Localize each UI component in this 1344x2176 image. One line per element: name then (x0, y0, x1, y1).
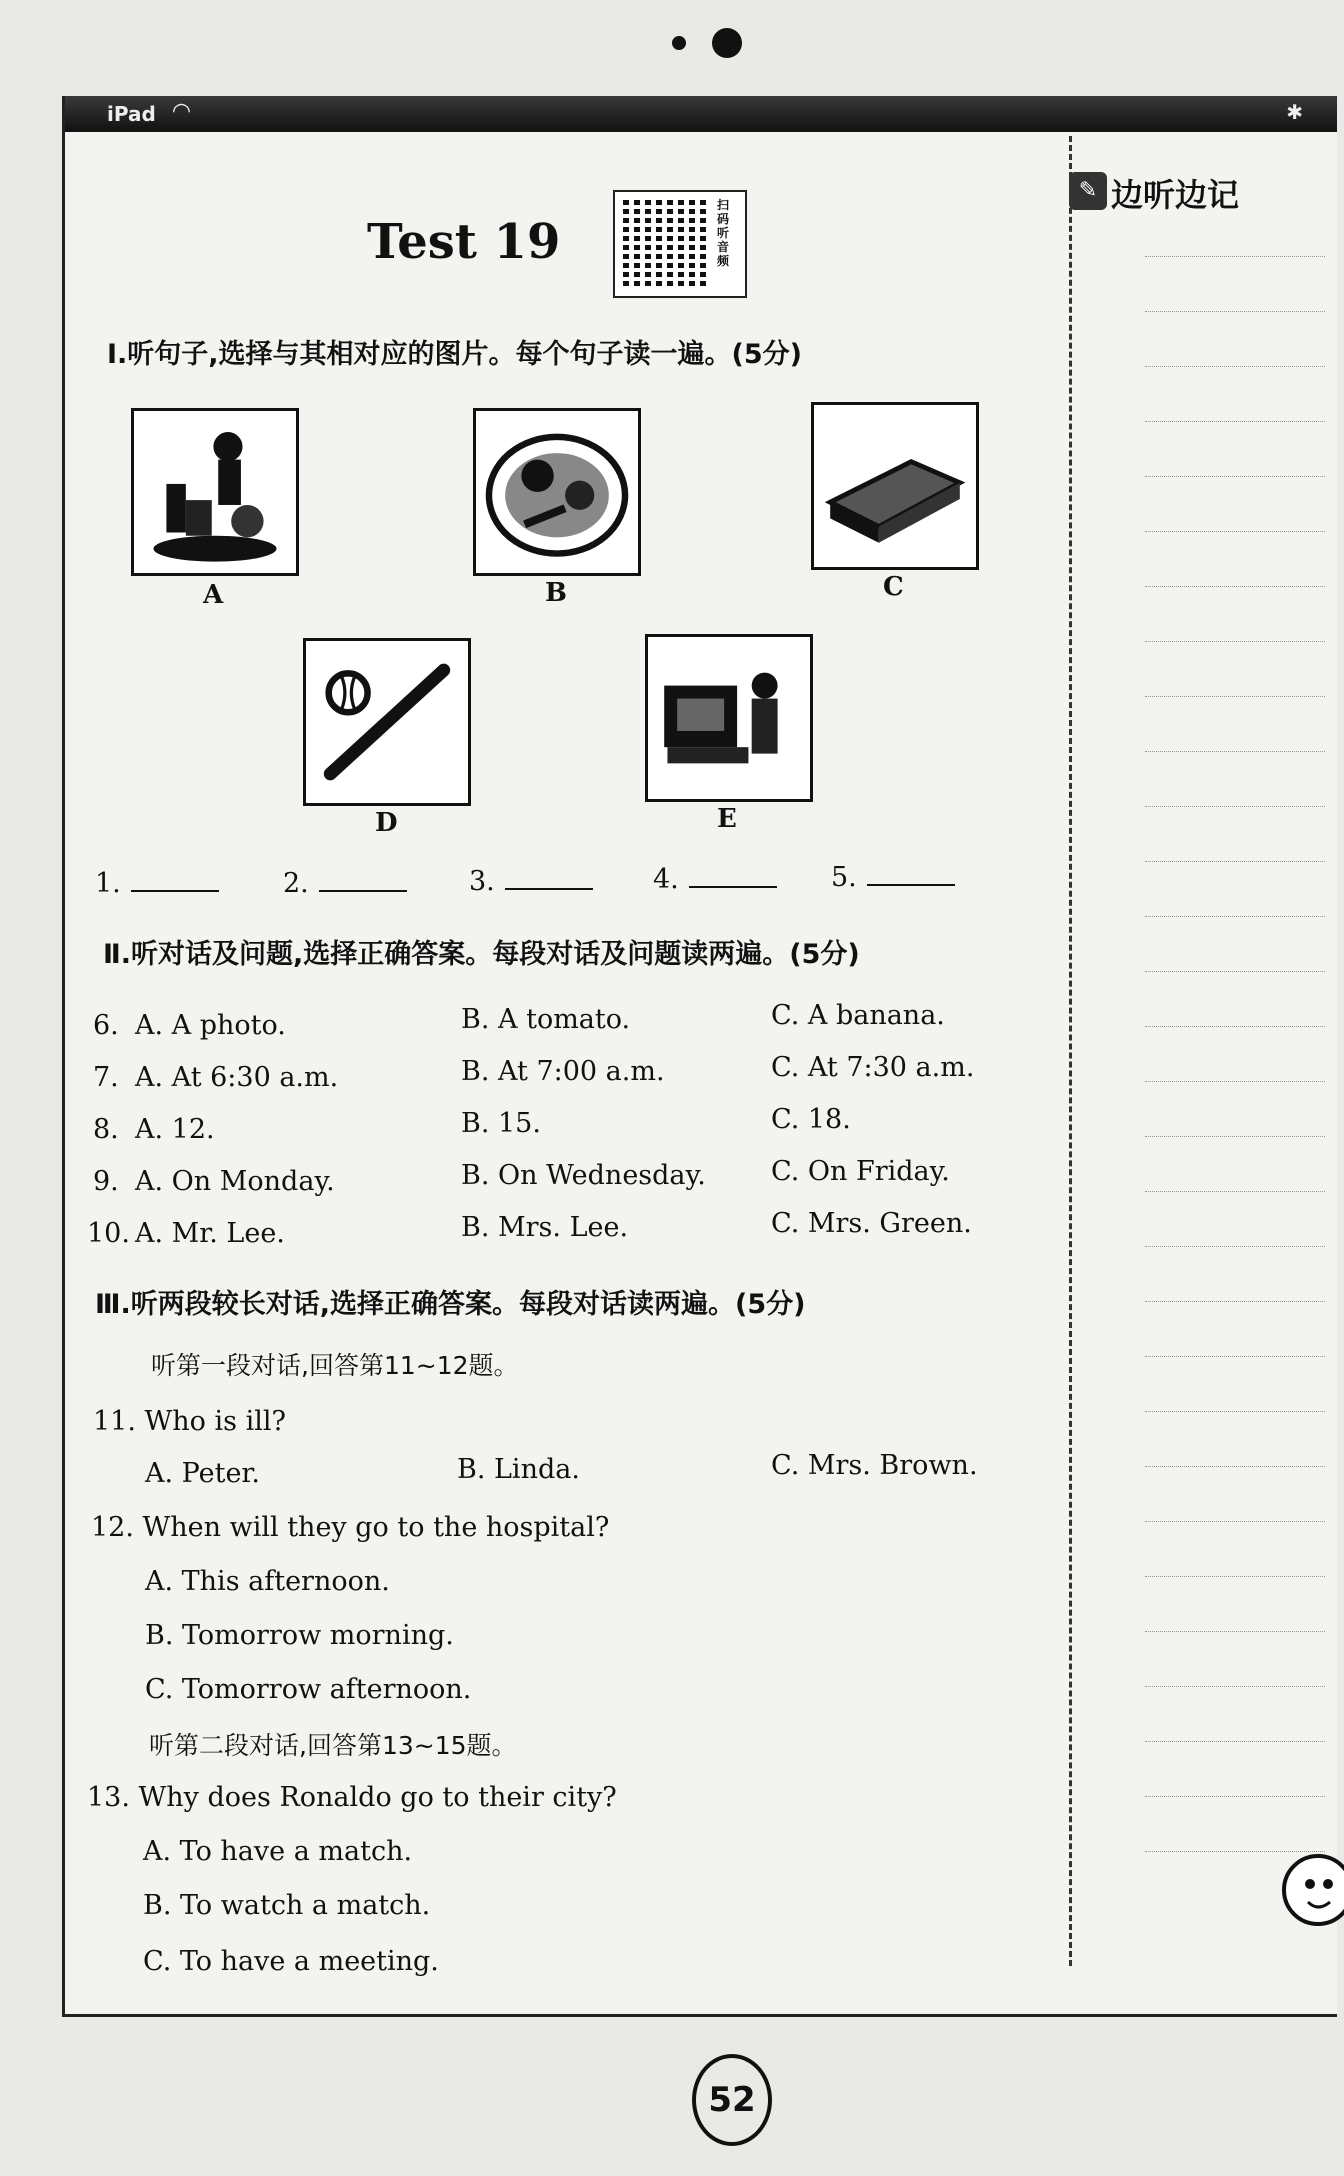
girl-pets-icon (134, 411, 296, 573)
option-a[interactable]: A. A photo. (135, 1010, 286, 1041)
note-line (1145, 1246, 1325, 1247)
note-line (1145, 751, 1325, 752)
picture-a (131, 408, 299, 576)
note-line (1145, 971, 1325, 972)
section2-heading: Ⅱ.听对话及问题,选择正确答案。每段对话及问题读两遍。(5分) (103, 939, 860, 970)
option-a[interactable]: A. This afternoon. (145, 1566, 390, 1597)
book-icon (814, 405, 976, 567)
option-b[interactable]: B. Tomorrow morning. (145, 1620, 454, 1651)
pencil-icon: ✎ (1069, 172, 1107, 210)
note-line (1145, 1301, 1325, 1302)
section3-sub2: 听第二段对话,回答第13~15题。 (149, 1731, 517, 1760)
note-line (1145, 1466, 1325, 1467)
question-number: 7. (93, 1062, 119, 1093)
baseball-bat-icon (306, 641, 468, 803)
note-line (1145, 1411, 1325, 1412)
option-c[interactable]: C. Mrs. Brown. (771, 1450, 978, 1481)
option-a[interactable]: A. On Monday. (135, 1166, 335, 1197)
section1-heading: Ⅰ.听句子,选择与其相对应的图片。每个句子读一遍。(5分) (107, 339, 803, 370)
picture-label-b: B (545, 578, 567, 608)
qr-label: 扫码听音频 (717, 198, 730, 268)
option-c[interactable]: C. A banana. (771, 1000, 945, 1031)
note-line (1145, 1356, 1325, 1357)
picture-b (473, 408, 641, 576)
option-b[interactable]: B. A tomato. (461, 1004, 631, 1035)
option-c[interactable]: C. Mrs. Green. (771, 1208, 972, 1239)
sidebar-divider (1069, 136, 1072, 1966)
answer-blank[interactable]: 5. (831, 860, 955, 893)
option-b[interactable]: B. 15. (461, 1108, 541, 1139)
section3-sub1: 听第一段对话,回答第11~12题。 (151, 1351, 519, 1380)
option-b[interactable]: B. At 7:00 a.m. (461, 1056, 665, 1087)
note-line (1145, 1686, 1325, 1687)
question-11: 11. Who is ill? (93, 1406, 286, 1437)
sidebar-title: 边听边记 (1111, 176, 1240, 214)
question-13: 13. Why does Ronaldo go to their city? (87, 1782, 617, 1813)
note-line (1145, 1026, 1325, 1027)
note-line (1145, 1081, 1325, 1082)
option-c[interactable]: C. On Friday. (771, 1156, 950, 1187)
answer-blank[interactable]: 1. (95, 866, 219, 899)
note-line (1145, 586, 1325, 587)
page-frame (62, 96, 1337, 2017)
note-line (1145, 806, 1325, 807)
qr-code[interactable] (613, 190, 747, 298)
picture-e (645, 634, 813, 802)
note-line (1145, 641, 1325, 642)
qr-code-icon (623, 200, 709, 286)
note-line (1145, 1741, 1325, 1742)
picture-label-d: D (375, 808, 398, 838)
girl-computer-icon (648, 637, 810, 799)
note-line (1145, 476, 1325, 477)
option-b[interactable]: B. To watch a match. (143, 1890, 431, 1921)
note-line (1145, 916, 1325, 917)
picture-d (303, 638, 471, 806)
option-b[interactable]: B. On Wednesday. (461, 1160, 706, 1191)
test-title: Test 19 (367, 214, 561, 270)
note-line (1145, 421, 1325, 422)
option-a[interactable]: A. At 6:30 a.m. (135, 1062, 339, 1093)
option-c[interactable]: C. Tomorrow afternoon. (145, 1674, 472, 1705)
option-c[interactable]: C. To have a meeting. (143, 1946, 439, 1977)
page-number: 52 (692, 2054, 772, 2146)
option-c[interactable]: C. 18. (771, 1104, 851, 1135)
picture-label-e: E (717, 804, 737, 834)
question-number: 9. (93, 1166, 119, 1197)
picture-c (811, 402, 979, 570)
note-line (1145, 1136, 1325, 1137)
option-a[interactable]: A. 12. (135, 1114, 215, 1145)
answer-blank[interactable]: 3. (469, 864, 593, 897)
note-line (1145, 256, 1325, 257)
question-number: 10. (87, 1218, 130, 1249)
question-number: 8. (93, 1114, 119, 1145)
note-line (1145, 531, 1325, 532)
note-line (1145, 1191, 1325, 1192)
picture-label-c: C (883, 572, 904, 602)
option-b[interactable]: B. Linda. (457, 1454, 580, 1485)
note-line (1145, 1521, 1325, 1522)
note-line (1145, 1576, 1325, 1577)
option-c[interactable]: C. At 7:30 a.m. (771, 1052, 975, 1083)
question-number: 6. (93, 1010, 119, 1041)
device-label: iPad (107, 102, 156, 126)
mascot-sticker (1258, 1790, 1344, 1940)
mascot-icon (1258, 1790, 1344, 1940)
section3-heading: Ⅲ.听两段较长对话,选择正确答案。每段对话读两遍。(5分) (95, 1289, 806, 1320)
answer-blank[interactable]: 4. (653, 862, 777, 895)
question-12: 12. When will they go to the hospital? (91, 1512, 610, 1543)
status-bar (65, 96, 1337, 132)
wifi-icon: ◠ (173, 99, 190, 124)
notes-sidebar (1055, 136, 1337, 2016)
picture-label-a: A (203, 580, 224, 610)
note-line (1145, 696, 1325, 697)
note-line (1145, 861, 1325, 862)
option-a[interactable]: A. Peter. (145, 1458, 260, 1489)
note-line (1145, 311, 1325, 312)
option-a[interactable]: A. Mr. Lee. (135, 1218, 285, 1249)
answer-blank[interactable]: 2. (283, 866, 407, 899)
option-a[interactable]: A. To have a match. (143, 1836, 413, 1867)
note-line (1145, 1631, 1325, 1632)
option-b[interactable]: B. Mrs. Lee. (461, 1212, 629, 1243)
note-line (1145, 366, 1325, 367)
food-plate-icon (476, 411, 638, 573)
bluetooth-icon: ✱ (1286, 100, 1303, 124)
